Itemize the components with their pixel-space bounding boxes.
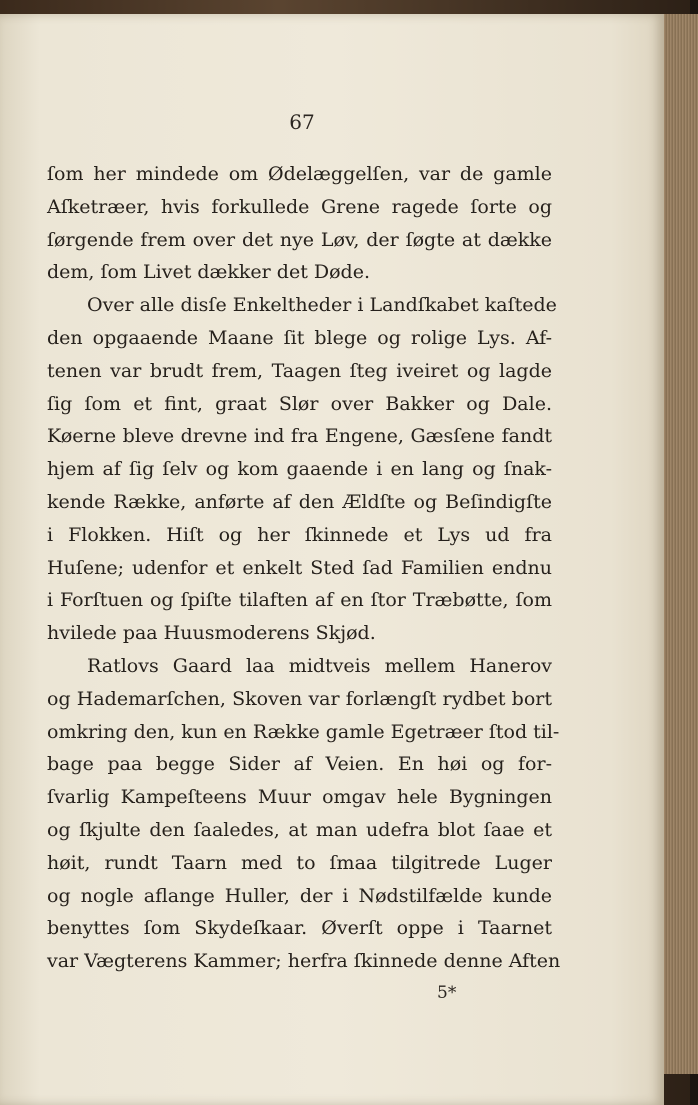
text-line: tenen var brudt frem, Taagen ſteg iveiret og lagde — [47, 359, 552, 382]
text-line: kende Række, anførte af den Ældſte og Beſindigſte — [47, 490, 552, 513]
text-line: ſørgende frem over det nye Løv, der ſøgte at dække — [47, 228, 552, 251]
text-line: Ratlovs Gaard laa midtveis mellem Hanerov — [87, 654, 552, 677]
text-line: ſvarlig Kampeſteens Muur omgav hele Bygningen — [47, 786, 552, 809]
text-line: Over alle disſe Enkeltheder i Landſkabet kaſtede — [87, 294, 557, 317]
text-line: ſig ſom et fint, graat Slør over Bakker og Dale. — [47, 392, 552, 415]
body-text — [47, 158, 561, 978]
text-line: ſom her mindede om Ødelæggelſen, var de gamle — [47, 163, 552, 185]
text-line: den opgaaende Maane ſit blege og rolige Lys. Af- — [47, 326, 552, 349]
text-line: bage paa begge Sider af Veien. En høi og for- — [47, 753, 552, 776]
text-line: Aſketræer, hvis forkullede Grene ragede ſorte og — [47, 195, 552, 218]
text-line: Køerne bleve drevne ind fra Engene, Gæsſene fandt — [47, 425, 552, 448]
text-line: Huſene; udenfor et enkelt Sted ſad Familien endnu — [47, 556, 552, 579]
text-line: og Hademarſchen, Skoven var forlængſt rydbet bort — [47, 687, 552, 710]
text-line: i Forſtuen og ſpiſte tilaften af en ſtor Træbøtte, ſom — [47, 589, 552, 612]
page-edges — [664, 14, 698, 1074]
text-line: dem, ſom Livet dækker det Døde. — [47, 261, 370, 284]
page-number: 67 — [289, 110, 315, 134]
text-line: og ſkjulte den ſaaledes, at man udefra blot ſaae et — [47, 818, 552, 841]
text-line: i Flokken. Hiſt og her ſkinnede et Lys ud fra — [47, 523, 552, 546]
signature-mark: 5* — [437, 983, 457, 1003]
text-line: hvilede paa Huusmoderens Skjød. — [47, 622, 376, 645]
text-line: og nogle aflange Huller, der i Nødstilfælde kunde — [47, 884, 552, 907]
text-line: hjem af ſig ſelv og kom gaaende i en lang og ſnak- — [47, 458, 552, 481]
text-line: var Vægterens Kammer; herfra ſkinnede denne Aften — [47, 950, 561, 973]
text-line: omkring den, kun en Række gamle Egetræer ſtod til- — [47, 720, 560, 743]
text-line: høit, rundt Taarn med to ſmaa tilgitrede Luger — [47, 851, 552, 874]
text-line: benyttes ſom Skydeſkaar. Øverſt oppe i Taarnet — [47, 917, 552, 940]
